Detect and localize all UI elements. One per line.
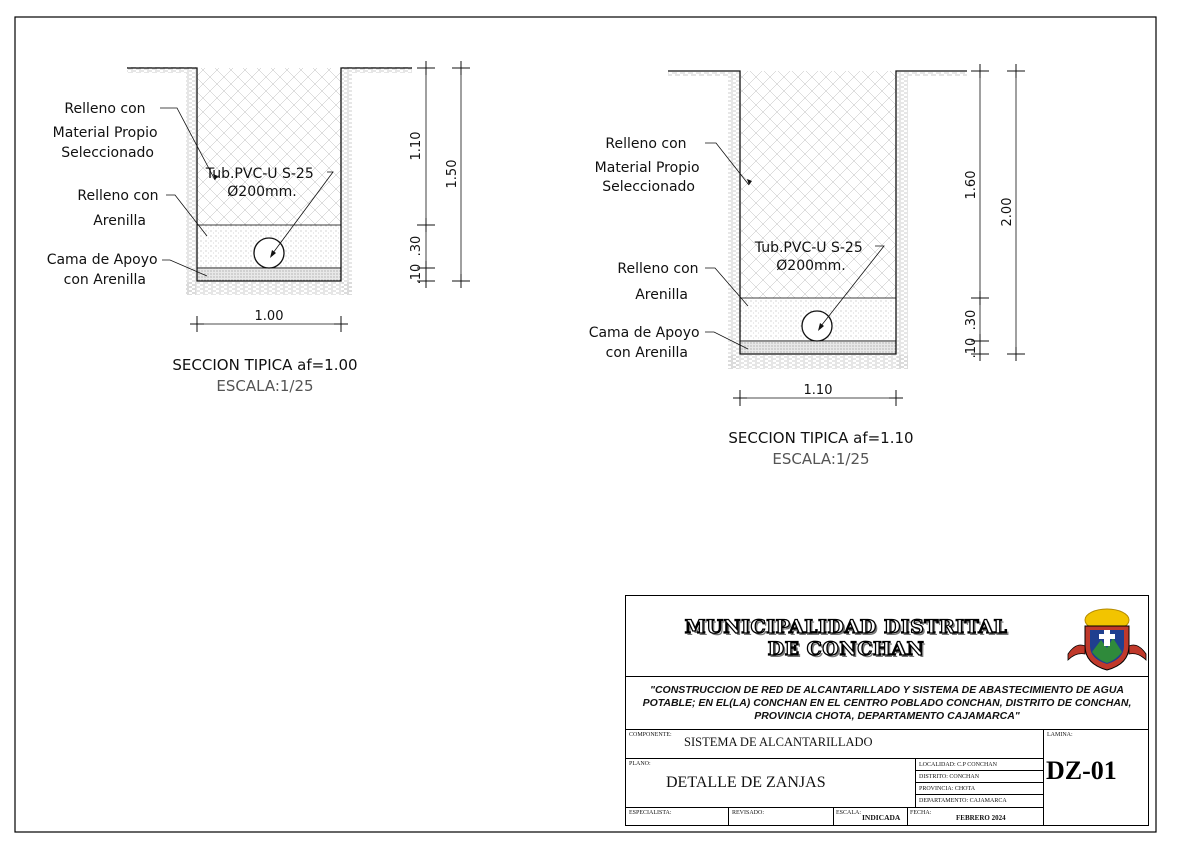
- dim-text-d-total: 1.50: [445, 159, 460, 189]
- plano-value: DETALLE DE ZANJAS: [666, 774, 826, 791]
- divider: [915, 794, 1043, 795]
- project-line: POTABLE; EN EL(LA) CONCHAN EN EL CENTRO POBLADO CONCHAN, DISTRITO DE CONCHAN,: [642, 697, 1132, 709]
- soil-hatch: [728, 76, 739, 369]
- divider: [626, 807, 1043, 808]
- escala-value: INDICADA: [862, 813, 901, 822]
- municipality-logo: [1066, 602, 1148, 676]
- label-pipe: Tub.PVC-U S-25 Ø200mm.: [754, 240, 863, 274]
- fill-material-propio: [197, 68, 341, 225]
- label-relleno-material: Relleno con Material Propio Seleccionado: [594, 136, 700, 195]
- label-relleno-arenilla: Relleno con Arenilla: [617, 261, 699, 303]
- dim-text-d-bot: .10: [409, 263, 424, 285]
- lamina-label: LAMINA:: [1047, 732, 1073, 738]
- fill-cama-apoyo: [197, 268, 341, 281]
- municipality-line: DE CONCHAN: [767, 638, 925, 660]
- section-right: [589, 64, 1025, 468]
- municipality-title: [626, 616, 1066, 660]
- section-left: [47, 61, 470, 395]
- soil-hatch: [728, 355, 908, 369]
- plano-label: PLANO:: [629, 761, 651, 767]
- label-cama-apoyo: Cama de Apoyo con Arenilla: [588, 325, 700, 361]
- soil-hatch: [342, 73, 352, 295]
- project-line: PROVINCIA CHOTA, DEPARTAMENTO CAJAMARCA": [754, 710, 1020, 722]
- label-cama-apoyo: Cama de Apoyo con Arenilla: [46, 252, 158, 288]
- section-title: SECCION TIPICA af=1.00: [172, 356, 358, 374]
- title-block: [625, 595, 1149, 826]
- provincia: PROVINCIA: CHOTA: [919, 786, 976, 792]
- divider: [833, 807, 834, 825]
- dim-ticks: [417, 61, 470, 288]
- componente-value: SISTEMA DE ALCANTARILLADO: [684, 735, 873, 749]
- revisado-label: REVISADO:: [732, 810, 765, 816]
- section-scale: ESCALA:1/25: [772, 450, 870, 468]
- municipality-line: MUNICIPALIDAD DISTRITAL: [684, 616, 1008, 638]
- dim-text-d-top: 1.10: [409, 131, 424, 161]
- distrito: DISTRITO: CONCHAN: [919, 774, 980, 780]
- departamento: DEPARTAMENTO: CAJAMARCA: [919, 798, 1007, 804]
- section-scale: ESCALA:1/25: [216, 377, 314, 395]
- section-title: SECCION TIPICA af=1.10: [728, 429, 914, 447]
- divider: [728, 807, 729, 825]
- fill-cama-apoyo: [740, 341, 896, 354]
- fecha-value: FEBRERO 2024: [956, 814, 1006, 822]
- soil-hatch: [897, 76, 908, 369]
- label-relleno-arenilla: Relleno con Arenilla: [77, 188, 159, 229]
- lamina-value: DZ-01: [1046, 756, 1117, 785]
- dim-text-d-top: 1.60: [964, 170, 979, 200]
- soil-hatch: [186, 282, 352, 295]
- divider: [1043, 729, 1044, 825]
- especialista-label: ESPECIALISTA:: [629, 810, 672, 816]
- label-pipe: Tub.PVC-U S-25 Ø200mm.: [205, 166, 314, 200]
- soil-hatch: [186, 73, 196, 295]
- divider: [915, 770, 1043, 771]
- escala-label: ESCALA:: [836, 810, 862, 816]
- label-relleno-material: Relleno con Material Propio Seleccionado: [52, 101, 158, 161]
- divider: [907, 807, 908, 825]
- pipe-circle: [254, 238, 284, 268]
- dim-text-width: 1.10: [803, 383, 833, 398]
- project-line: "CONSTRUCCION DE RED DE ALCANTARILLADO Y SISTEMA DE ABASTECIMIENTO DE AGUA: [650, 684, 1124, 696]
- divider: [626, 729, 1148, 730]
- dim-text-d-total: 2.00: [1000, 197, 1015, 227]
- fecha-label: FECHA:: [910, 810, 932, 816]
- project-description: [626, 684, 1148, 723]
- localidad: LOCALIDAD: C.P CONCHAN: [919, 762, 997, 768]
- pipe-circle: [802, 311, 832, 341]
- dim-text-d-mid: .30: [409, 235, 424, 257]
- componente-label: COMPONENTE:: [629, 732, 672, 738]
- dim-text-width: 1.00: [254, 309, 284, 324]
- dim-text-d-mid: .30: [964, 309, 979, 331]
- divider: [915, 782, 1043, 783]
- divider: [626, 676, 1148, 677]
- dim-ticks: [971, 64, 1025, 361]
- dim-text-d-bot: .10: [964, 337, 979, 359]
- divider: [626, 758, 1043, 759]
